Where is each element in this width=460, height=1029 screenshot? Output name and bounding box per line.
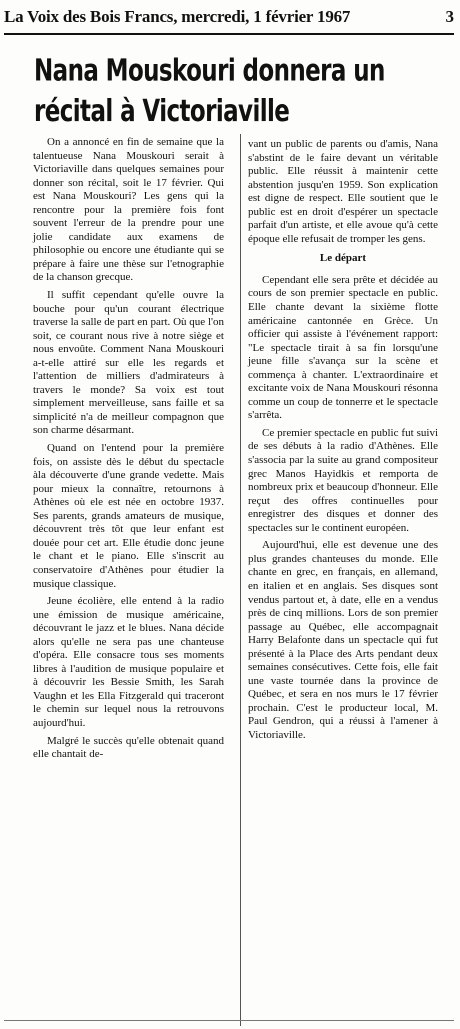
article-headline: Nana Mouskouri donnera un récital à Victoriaville [34,54,385,129]
paragraph: Quand on l'entend pour la première fois, on assiste dès le début du spectacle àla découverte d'une grande vedette. Mais pour mieux la connaître, retournons à Athènes où ele est née en octobre 1937. Ses parents, grands amateurs de musique, découvrent très tôt que leur enfant est douée pour cet art. Elle étudie donc jeune le chant et le piano. Elle s'inscrit au conservatoire d'Athènes pour étudier la musique classique. [33,442,224,590]
newspaper-header [4,3,454,35]
paragraph: Aujourd'hui, elle est devenue une des plus grandes chanteuses du monde. Elle chante en grec, en français, en allemand, en italien et en anglais. Ses disques sont vendus partout et, à date, elle en a vendus près de cinq millions. Lors de son premier passage au Québec, elle accompagnait Harry Belafonte dans un spectacle qui fut présenté à la Place des Arts pendant deux semaines consécutives. Cette fois, elle fait une vaste tournée dans la province de Québec, et sera en nos murs le 17 février prochain. C'est le producteur local, M. Paul Gendron, qui a réussi à l'amener à Victoriaville. [248,539,438,741]
paragraph: Jeune écolière, elle entend à la radio une émission de musique américaine, découvrant le jazz et le blues. Nana décide alors qu'elle ne sera pas une chanteuse d'opéra. Elle consacre tous ses moments libres à l'audition de musique populaire et à découvrir les Bessie Smith, les Sarah Vaughn et les Ella Fitzgerald qui traceront le chemin sur lequel nous la retrouvons aujourd'hui. [33,595,224,729]
paragraph: Ce premier spectacle en public fut suivi de ses débuts à la radio d'Athènes. Elle s'associa par la suite au grand compositeur grec Manos Hayidkis et remporta de nombreux prix et beaucoup d'honneur. Elle reçut des offres continuelles pour enregistrer des disques et donner des spectacles sur le continent européen. [248,426,438,534]
paragraph: vant un public de parents ou d'amis, Nana s'abstint de le faire devant un véritable public. Elle réussit à maintenir cette abstention jusqu'en 1959. Son explication est digne de respect. Elle soutient que le public est en droit d'espérer un spectacle parfait d'un artiste, et elle avoue qu'à cette époque elle refusait de tromper les gens. [248,138,438,245]
publication-dateline: La Voix des Bois Francs, mercredi, 1 février 1967 [4,7,351,26]
paragraph: Malgré le succès qu'elle obtenait quand elle chantait de- [33,734,224,761]
column-divider [240,134,241,1026]
paragraph: On a annoncé en fin de semaine que la talentueuse Nana Mouskouri serait à Victoriaville dans quelques semaines pour donner son récital, soit le 17 février. Qui est Nana Mouskouri? Les gens qui la rencontre pour la première fois font souvent l'erreur de la prendre pour une jolie candidate aux examens de philosophie ou encore une étudiante qui se prépare à faire une thèse sur l'etnographie de la chanson grecque. [33,136,224,284]
paragraph: Cependant elle sera prête et décidée au cours de son premier spectacle en public. Elle chante devant la sixième flotte américaine cantonnée en Grèce. Un officier qui assiste à l'événement rapport: "Le spectacle tirait à sa fin lorsqu'une jeune fille s'avança sur la scène et commença à chanter. L'extraordinaire et excitante voix de Nana Mouskouri résonna comme un coup de tonnerre et le spectacle s'arrêta. [248,273,438,422]
bottom-rule [4,1020,454,1021]
section-subheading: Le départ [319,252,367,265]
paragraph: Il suffit cependant qu'elle ouvre la bouche pour qu'un courant électrique traverse la salle de part en part. Où que l'on soit, ce courant nous rive à notre siège et nous envoûte. Comment Nana Mouskouri a-t-elle attiré sur elle les regards et l'attention de milliers d'admirateurs à travers le monde? Sa voix est tout simplement merveilleuse, sans faille et sa simplicité n'a de meilleur compagnon que son charme désarmant. [33,289,224,437]
article-column-left [33,136,224,766]
page-number: 3 [445,7,454,26]
article-column-right [248,138,438,747]
